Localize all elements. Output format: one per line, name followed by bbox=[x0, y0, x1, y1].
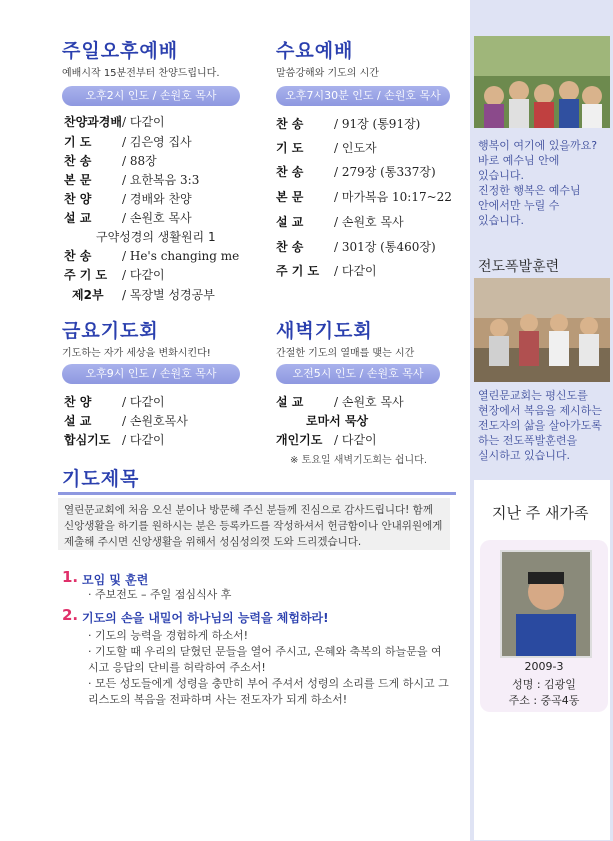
order-value: / 279장 (통337장) bbox=[334, 165, 436, 179]
item-title: 기도의 손을 내밀어 하나님의 능력을 체험하라! bbox=[82, 611, 329, 625]
prayer-title: 기도제목 bbox=[62, 468, 140, 490]
item-sub: · 기도할 때 우리의 닫혔던 문들을 열어 주시고, 은혜와 축복의 하늘문을 여시고 응답의 단비를 허락하여 주소서! bbox=[88, 645, 442, 674]
order-value: / 요한복음 3:3 bbox=[122, 173, 200, 187]
item-sub: · 주보전도 – 주일 점심식사 후 bbox=[88, 588, 232, 601]
order-row bbox=[276, 140, 377, 156]
newcomer-date: 2009-3 bbox=[524, 660, 564, 673]
order-value: / 다같이 bbox=[334, 264, 377, 278]
newcomer-name: 성명 : 김광일 bbox=[512, 678, 576, 691]
sunday-subtitle: 예배시작 15분전부터 찬양드립니다. bbox=[62, 68, 220, 79]
group-photo bbox=[474, 36, 610, 128]
text-line: 있습니다. bbox=[478, 214, 525, 227]
item-number: 1. bbox=[62, 568, 79, 586]
order-key: 찬 송 bbox=[276, 240, 304, 254]
text-line: 있습니다. bbox=[478, 169, 525, 182]
order-value: / He's changing me bbox=[122, 249, 240, 263]
order-row bbox=[64, 248, 239, 264]
order-key: 본 문 bbox=[64, 173, 92, 187]
order-key: 설 교 bbox=[276, 395, 304, 409]
order-value: / 91장 (통91장) bbox=[334, 117, 421, 131]
divider bbox=[58, 492, 456, 495]
order-key: 찬 송 bbox=[276, 165, 304, 179]
evangelism-heading: 전도폭발훈련 bbox=[478, 259, 560, 275]
order-key: 기 도 bbox=[64, 135, 92, 149]
text-line: 바로 예수님 안에 bbox=[478, 154, 560, 167]
order-row bbox=[306, 413, 368, 429]
order-key: 본 문 bbox=[276, 190, 304, 204]
order-key: 합심기도 bbox=[64, 433, 111, 447]
order-key: 기 도 bbox=[276, 141, 304, 155]
dawn-time-pill: 오전5시 인도 / 손원호 목사 bbox=[276, 364, 440, 384]
order-row bbox=[72, 287, 215, 303]
order-value: / 301장 (통460장) bbox=[334, 240, 436, 254]
newcomer-heading: 지난 주 새가족 bbox=[492, 504, 589, 522]
order-value: / 손원호 목사 bbox=[334, 395, 404, 409]
order-value: / 다같이 bbox=[122, 395, 165, 409]
order-value: / 다같이 bbox=[334, 433, 377, 447]
order-row bbox=[276, 214, 404, 230]
order-key: 개인기도 bbox=[276, 433, 323, 447]
order-value: / 다같이 bbox=[122, 115, 165, 129]
order-row bbox=[64, 153, 157, 169]
item-sub: · 기도의 능력을 경험하게 하소서! bbox=[88, 629, 249, 642]
order-key: 찬 양 bbox=[64, 192, 92, 206]
order-key: 제2부 bbox=[72, 288, 104, 302]
order-value: / 마가복음 10:17~22 bbox=[334, 190, 452, 204]
order-row bbox=[276, 263, 377, 279]
order-key: 주 기 도 bbox=[64, 268, 108, 282]
text-line: 전도자의 삶을 살아가도록 bbox=[478, 419, 602, 432]
order-key: 찬 송 bbox=[64, 154, 92, 168]
order-key: 찬양과경배 bbox=[64, 115, 122, 129]
text-line: 진정한 행복은 예수님 bbox=[478, 184, 581, 197]
item-sub: · 모든 성도들에게 성령을 충만히 부어 주셔서 성령의 소리를 드게 하시고 그리스도의 복음을 전파하며 사는 전도자가 되게 하소서! bbox=[88, 677, 449, 706]
order-key: 설 교 bbox=[64, 414, 92, 428]
wednesday-time-pill: 오후7시30분 인도 / 손원호 목사 bbox=[276, 86, 450, 106]
order-value: 구약성경의 생활원리 1 bbox=[96, 230, 216, 244]
text-line: 실시하고 있습니다. bbox=[478, 449, 571, 462]
item-title: 모임 및 훈련 bbox=[82, 573, 149, 587]
friday-title: 금요기도회 bbox=[62, 320, 159, 342]
text-line: 행복이 여기에 있을까요? bbox=[478, 139, 598, 152]
dawn-title: 새벽기도회 bbox=[276, 320, 373, 342]
text-line: 현장에서 복음을 제시하는 bbox=[478, 404, 602, 417]
text-line: 안에서만 누릴 수 bbox=[478, 199, 560, 212]
sunday-time-pill: 오후2시 인도 / 손원호 목사 bbox=[62, 86, 240, 106]
order-value: / 손원호 목사 bbox=[334, 215, 404, 229]
newcomer-card bbox=[480, 540, 608, 712]
order-row bbox=[64, 134, 192, 150]
order-value: / 다같이 bbox=[122, 268, 165, 282]
order-row bbox=[276, 116, 420, 132]
order-value: / 김은영 집사 bbox=[122, 135, 192, 149]
order-key: 설 교 bbox=[64, 211, 92, 225]
order-key: 찬 양 bbox=[64, 395, 92, 409]
text-line: 하는 전도폭발훈련을 bbox=[478, 434, 578, 447]
order-value: / 경배와 찬양 bbox=[122, 192, 192, 206]
newcomer-photo bbox=[500, 550, 592, 658]
order-row bbox=[276, 164, 436, 180]
training-photo bbox=[474, 278, 610, 382]
order-row bbox=[276, 239, 436, 255]
order-key: 찬 송 bbox=[64, 249, 92, 263]
order-value: / 손원호 목사 bbox=[122, 211, 192, 225]
order-row bbox=[64, 413, 188, 429]
order-row bbox=[276, 189, 452, 205]
order-key: 설 교 bbox=[276, 215, 304, 229]
order-key: 주 기 도 bbox=[276, 264, 320, 278]
order-row bbox=[276, 394, 404, 410]
order-row bbox=[64, 210, 192, 226]
text-line: 열린문교회는 평신도를 bbox=[478, 389, 588, 402]
order-value: / 목장별 성경공부 bbox=[122, 288, 215, 302]
order-value: / 손원호목사 bbox=[122, 414, 188, 428]
newcomer-address: 주소 : 중곡4동 bbox=[508, 694, 580, 707]
wednesday-title: 수요예배 bbox=[276, 40, 354, 62]
sidebar-happiness-text bbox=[478, 138, 597, 228]
order-value: 로마서 묵상 bbox=[306, 414, 369, 428]
order-row bbox=[64, 394, 165, 410]
welcome-notice: 열린문교회에 처음 오신 분이나 방문해 주신 분들께 진심으로 감사드립니다! 함께 신앙생활을 하기를 원하시는 분은 등록카드를 작성하셔서 헌금함이나 안내위원에게 제출해 주시면 신앙생활을 위해서 성심성의껏 도와 드리겠습니다. bbox=[58, 498, 450, 550]
dawn-note: ※ 토요일 새벽기도회는 쉽니다. bbox=[290, 455, 428, 466]
sunday-title: 주일오후예배 bbox=[62, 40, 179, 62]
item-number: 2. bbox=[62, 606, 79, 624]
order-row bbox=[64, 172, 199, 188]
order-value: / 인도자 bbox=[334, 141, 377, 155]
order-key: 찬 송 bbox=[276, 117, 304, 131]
order-value: / 다같이 bbox=[122, 433, 165, 447]
sermon-title bbox=[96, 229, 216, 245]
order-row bbox=[64, 267, 165, 283]
dawn-subtitle: 간절한 기도의 열매를 맺는 시간 bbox=[276, 348, 415, 359]
order-value: / 88장 bbox=[122, 154, 157, 168]
order-row bbox=[276, 432, 377, 448]
friday-time-pill: 오후9시 인도 / 손원호 목사 bbox=[62, 364, 240, 384]
order-row bbox=[64, 114, 165, 130]
order-row bbox=[64, 191, 192, 207]
wednesday-subtitle: 말씀강해와 기도의 시간 bbox=[276, 68, 379, 79]
sidebar-evangelism-text bbox=[478, 388, 602, 463]
friday-subtitle: 기도하는 자가 세상을 변화시킨다! bbox=[62, 348, 211, 359]
order-row bbox=[64, 432, 165, 448]
